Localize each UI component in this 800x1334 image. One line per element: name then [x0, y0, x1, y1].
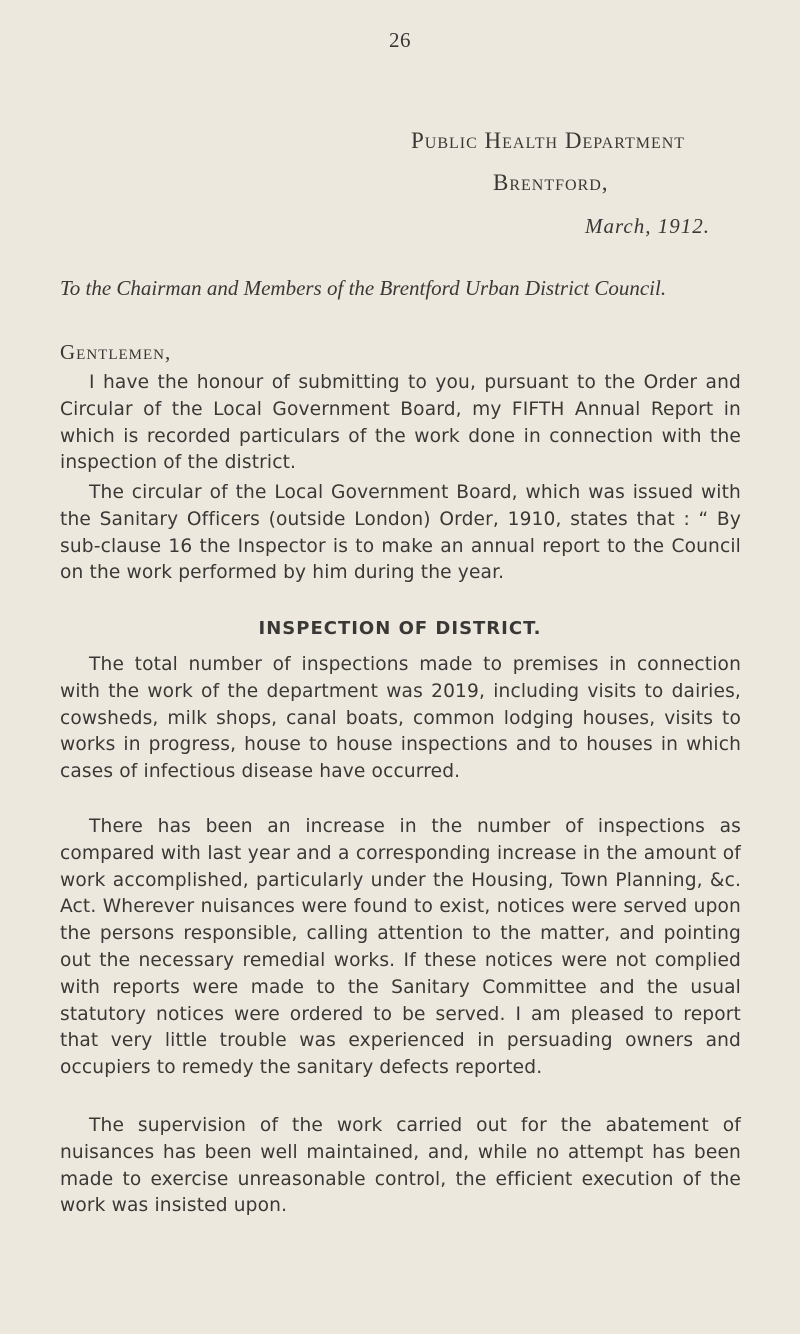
addressee: To the Chairman and Members of the Brentford Urban District Council.: [60, 276, 667, 300]
address-date: March, 1912.: [585, 214, 710, 238]
salutation: Gentlemen,: [60, 340, 172, 364]
paragraph-text: There has been an increase in the number of inspections as compared with last year and a corresponding increase in the amount of work accomplished, particularly under the Housing, Town Planning, &c. Act. Wherever nuisances were found to exist, notices were served upon the persons responsible, calling attention to the matter, and pointing out the necessary remedial works. If these notices were not complied with reports were made to the Sanitary Committee and the usual statutory notices were ordered to be served. I am pleased to report that very little trouble was experienced in persuading owners and occupiers to remedy the sanitary defects reported.: [60, 816, 741, 1079]
address-town: Brentford,: [493, 170, 609, 195]
paragraph-text: The supervision of the work carried out for the abatement of nuisances has been well maintained, and, while no attempt has been made to exercise unreasonable control, the efficient execution of the work was insisted upon.: [60, 1115, 741, 1217]
paragraph-increase: [60, 814, 741, 1082]
paragraph-text: I have the honour of submitting to you, pursuant to the Order and Circular of the Local Government Board, my FIFTH Annual Report in which is recorded particulars of the work done in connection with the inspection of the district.: [60, 372, 741, 474]
page-number: 26: [389, 28, 411, 52]
paragraph-supervision: [60, 1113, 741, 1220]
paragraph-text: The circular of the Local Government Board, which was issued with the Sanitary Officers (outside London) Order, 1910, states that : “ By sub-clause 16 the Inspector is to make an annual report to the Council on the work performed by him during the year.: [60, 482, 741, 584]
paragraph-total-inspections: [60, 652, 741, 786]
paragraph-report-intro: [60, 370, 741, 477]
section-heading: INSPECTION OF DISTRICT.: [258, 618, 542, 639]
paragraph-circular: [60, 480, 741, 587]
paragraph-text: The total number of inspections made to premises in connection with the work of the department was 2019, including visits to dairies, cowsheds, milk shops, canal boats, common lodging houses, visits to works in progress, house to house inspections and to houses in which cases of infectious disease have occurred.: [60, 654, 741, 783]
address-department: Public Health Department: [411, 128, 686, 153]
